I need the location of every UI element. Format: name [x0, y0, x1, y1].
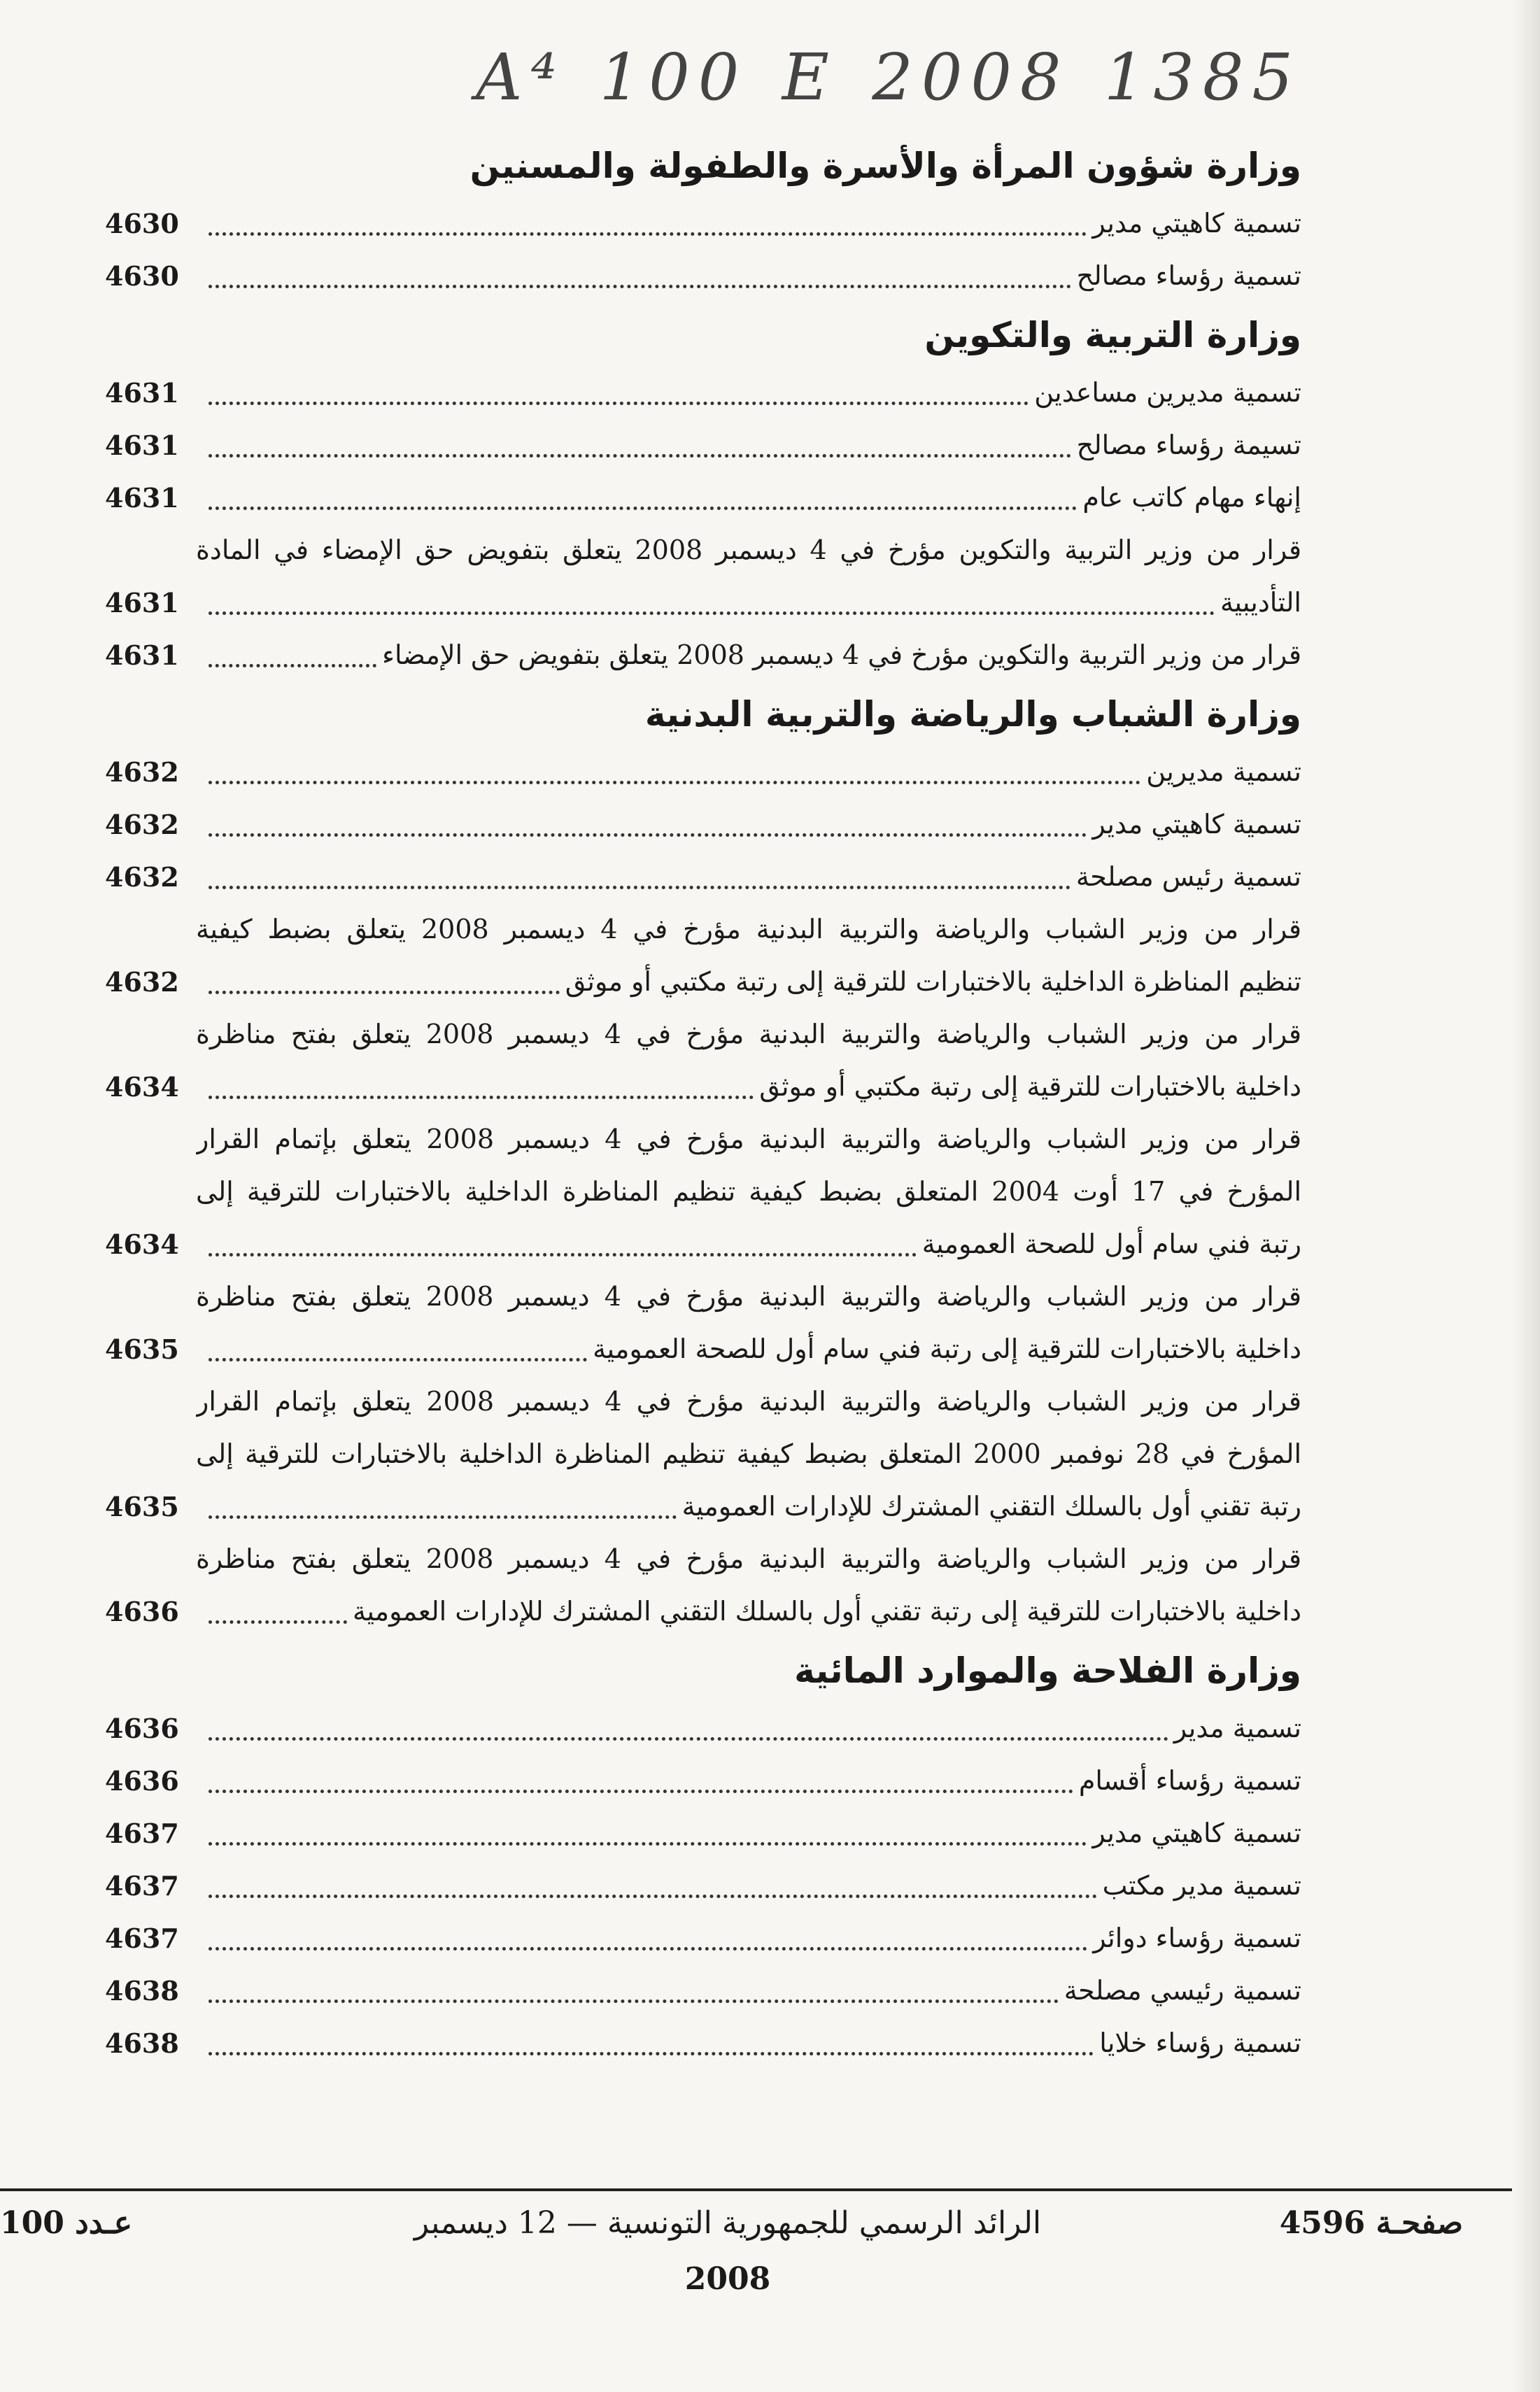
- handwritten-part: A⁴: [476, 39, 565, 115]
- toc-entry: [105, 1061, 1301, 1113]
- toc-page-number: 4638: [105, 2027, 179, 2059]
- footer-page-label: صفحـة: [1376, 2205, 1463, 2241]
- handwritten-part: E: [782, 39, 838, 115]
- toc-page-number: 4630: [105, 260, 179, 292]
- page-footer: [0, 2195, 1540, 2297]
- toc-entry-text-line: قرار من وزير الشباب والرياضة والتربية البدنية مؤرخ في 4 ديسمبر 2008 يتعلق بإتمام القرار: [196, 1386, 1301, 1417]
- toc-entry: [105, 1860, 1301, 1912]
- toc-page-number: 4631: [105, 639, 179, 671]
- toc-page-number: 4636: [105, 1713, 179, 1744]
- toc-page-number: 4631: [105, 377, 179, 409]
- dot-leader: [209, 454, 1071, 458]
- toc-entry: [105, 956, 1301, 1008]
- toc-entry: [105, 2017, 1301, 2069]
- table-of-contents: [105, 133, 1301, 2069]
- section-title: وزارة شؤون المرأة والأسرة والطفولة والمسنين: [469, 146, 1301, 186]
- toc-entry: [105, 197, 1301, 250]
- footer-divider: [0, 2188, 1540, 2191]
- dot-leader: [209, 232, 1087, 236]
- toc-entry-text: داخلية بالاختبارات للترقية إلى رتبة مكتبي أو موثق: [759, 1071, 1301, 1102]
- dot-leader: [209, 285, 1071, 288]
- toc-entry-text: رتبة تقني أول بالسلك التقني المشترك للإدارات العمومية: [681, 1491, 1301, 1522]
- toc-entry: [105, 1218, 1301, 1271]
- toc-entry: [105, 576, 1301, 629]
- toc-entry: [105, 1912, 1301, 1965]
- toc-entry: [105, 851, 1301, 903]
- toc-entry-text: تسمية رؤساء خلايا: [1099, 2027, 1301, 2058]
- toc-entry-text-line: المؤرخ في 17 أوت 2004 المتعلق بضبط كيفية تنظيم المناظرة الداخلية بالاختبارات للترقية إلى: [196, 1176, 1301, 1207]
- footer-year: 2008: [684, 2261, 771, 2297]
- toc-entry: [105, 250, 1301, 302]
- toc-entry-text: التأديبية: [1220, 587, 1301, 618]
- toc-entry: [105, 472, 1301, 524]
- toc-entry-text: تسمية رؤساء دوائر: [1093, 1923, 1301, 1953]
- toc-entry-text: قرار من وزير التربية والتكوين مؤرخ في 4 ديسمبر 2008 يتعلق بتفويض حق الإمضاء: [382, 639, 1301, 670]
- toc-entry: [105, 367, 1301, 419]
- toc-entry-text: تسمية كاهيتي مدير: [1092, 809, 1301, 840]
- toc-page-number: 4631: [105, 482, 179, 514]
- dot-leader: [209, 1947, 1087, 1951]
- toc-page-number: 4634: [105, 1071, 179, 1103]
- toc-entry-text-line: قرار من وزير الشباب والرياضة والتربية البدنية مؤرخ في 4 ديسمبر 2008 يتعلق بإتمام القرار: [196, 1124, 1301, 1154]
- toc-entry-text: تسمية مديرين: [1146, 756, 1301, 787]
- toc-entry-text: تسمية مديرين مساعدين: [1034, 377, 1301, 408]
- handwritten-part: 1385: [1103, 39, 1301, 115]
- dot-leader: [209, 1253, 917, 1257]
- toc-entry: [105, 1480, 1301, 1533]
- toc-entry-text: تسمية مدير مكتب: [1102, 1870, 1301, 1901]
- toc-entry-text-line: قرار من وزير التربية والتكوين مؤرخ في 4 ديسمبر 2008 يتعلق بتفويض حق الإمضاء في المادة: [196, 535, 1301, 565]
- toc-page-number: 4632: [105, 809, 179, 840]
- dot-leader: [209, 2052, 1094, 2055]
- toc-entry: [105, 1965, 1301, 2017]
- toc-entry-text: إنهاء مهام كاتب عام: [1082, 482, 1301, 513]
- dot-leader: [209, 1096, 754, 1099]
- toc-entry-text-line: قرار من وزير الشباب والرياضة والتربية البدنية مؤرخ في 4 ديسمبر 2008 يتعلق بضبط كيفية: [196, 914, 1301, 944]
- dot-leader: [209, 1620, 347, 1624]
- handwritten-part: 100: [599, 39, 748, 115]
- toc-entry-text-line: قرار من وزير الشباب والرياضة والتربية البدنية مؤرخ في 4 ديسمبر 2008 يتعلق بفتح مناظرة: [196, 1019, 1301, 1049]
- page-edge-shadow: [1512, 0, 1540, 2392]
- dot-leader: [209, 886, 1071, 889]
- section-title: وزارة التربية والتكوين: [924, 315, 1301, 355]
- footer-journal-title: [378, 2195, 1078, 2307]
- toc-entry: [105, 1755, 1301, 1807]
- footer-issue: عـدد 100: [0, 2205, 133, 2241]
- section-title: وزارة الفلاحة والموارد المائية: [794, 1650, 1301, 1691]
- toc-entry: [105, 419, 1301, 472]
- handwritten-part: 2008: [872, 39, 1070, 115]
- toc-page-number: 4632: [105, 756, 179, 788]
- toc-page-number: 4635: [105, 1491, 179, 1522]
- toc-entry: [105, 1702, 1301, 1755]
- toc-entry-text: داخلية بالاختبارات للترقية إلى رتبة تقني أول بالسلك التقني المشترك للإدارات العمومية: [352, 1596, 1301, 1627]
- toc-entry: [105, 798, 1301, 851]
- toc-entry-text: تسمية رئيس مصلحة: [1075, 861, 1301, 892]
- toc-page-number: 4630: [105, 208, 179, 239]
- toc-page-number: 4632: [105, 966, 179, 998]
- toc-entry-text: تسمية مدير: [1173, 1713, 1301, 1743]
- toc-page-number: 4637: [105, 1818, 179, 1849]
- dot-leader: [209, 611, 1215, 615]
- toc-page-number: 4636: [105, 1596, 179, 1627]
- dot-leader: [209, 1358, 587, 1361]
- toc-entry-text: تسمية رؤساء أقسام: [1078, 1765, 1301, 1796]
- toc-page-number: 4637: [105, 1923, 179, 1954]
- dot-leader: [209, 991, 560, 994]
- toc-entry: [105, 629, 1301, 681]
- dot-leader: [209, 664, 376, 667]
- toc-page-number: 4634: [105, 1229, 179, 1260]
- toc-page-number: 4638: [105, 1975, 179, 2007]
- dot-leader: [209, 402, 1029, 405]
- dot-leader: [209, 833, 1087, 837]
- dot-leader: [209, 1842, 1087, 1846]
- toc-entry: [105, 1323, 1301, 1375]
- toc-entry-text-line: قرار من وزير الشباب والرياضة والتربية البدنية مؤرخ في 4 ديسمبر 2008 يتعلق بفتح مناظرة: [196, 1543, 1301, 1574]
- toc-entry: [105, 746, 1301, 798]
- toc-entry-text: تنظيم المناظرة الداخلية بالاختبارات للترقية إلى رتبة مكتبي أو موثق: [565, 966, 1301, 997]
- toc-entry-text: تسيمة رؤساء مصالح: [1076, 430, 1301, 460]
- handwritten-annotation: [476, 28, 1301, 126]
- footer-page-info: [1280, 2195, 1463, 2251]
- toc-entry-text-line: المؤرخ في 28 نوفمبر 2000 المتعلق بضبط كيفية تنظيم المناظرة الداخلية بالاختبارات للترقية إلى: [196, 1438, 1301, 1469]
- dot-leader: [209, 2000, 1059, 2003]
- dot-leader: [209, 1895, 1097, 1898]
- toc-page-number: 4637: [105, 1870, 179, 1902]
- dot-leader: [209, 1515, 677, 1519]
- footer-page-number: 4596: [1279, 2205, 1366, 2241]
- toc-entry-text: تسمية رؤساء مصالح: [1076, 260, 1301, 291]
- section-title: وزارة الشباب والرياضة والتربية البدنية: [644, 694, 1301, 735]
- dot-leader: [209, 1790, 1073, 1793]
- footer-journal: الرائد الرسمي للجمهورية التونسية — 12 ديسمبر: [414, 2205, 1042, 2241]
- toc-entry: [105, 1585, 1301, 1638]
- toc-page-number: 4635: [105, 1333, 179, 1365]
- dot-leader: [209, 1737, 1168, 1741]
- toc-entry-text: داخلية بالاختبارات للترقية إلى رتبة فني سام أول للصحة العمومية: [593, 1333, 1301, 1364]
- dot-leader: [209, 507, 1077, 510]
- toc-page-number: 4636: [105, 1765, 179, 1797]
- toc-page-number: 4631: [105, 587, 179, 618]
- toc-entry-text: رتبة فني سام أول للصحة العمومية: [921, 1229, 1301, 1259]
- toc-page-number: 4631: [105, 430, 179, 461]
- toc-entry: [105, 1807, 1301, 1860]
- toc-entry-text: تسمية كاهيتي مدير: [1092, 208, 1301, 239]
- toc-entry-text-line: قرار من وزير الشباب والرياضة والتربية البدنية مؤرخ في 4 ديسمبر 2008 يتعلق بفتح مناظرة: [196, 1281, 1301, 1312]
- toc-entry-text: تسمية كاهيتي مدير: [1092, 1818, 1301, 1848]
- toc-page-number: 4632: [105, 861, 179, 893]
- toc-entry-text: تسمية رئيسي مصلحة: [1064, 1975, 1301, 2006]
- dot-leader: [209, 781, 1140, 784]
